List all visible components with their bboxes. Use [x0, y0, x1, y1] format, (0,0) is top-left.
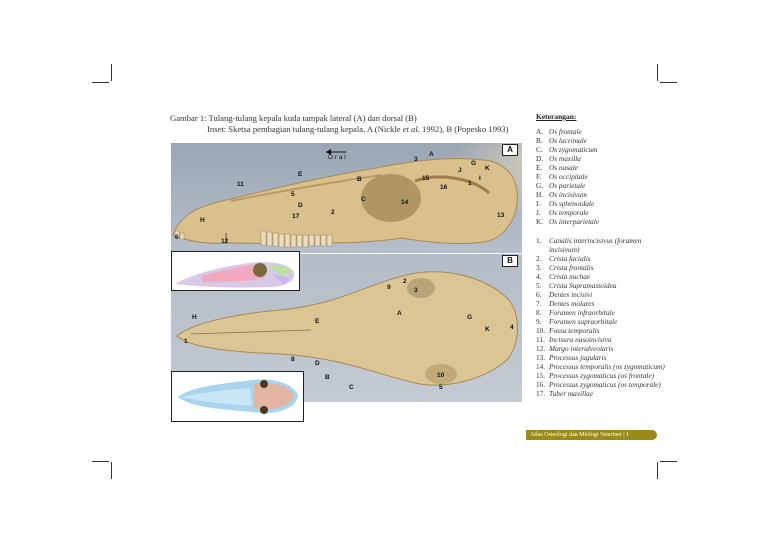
legend-term: Os occipitale: [549, 172, 588, 181]
legend-term: Crista Supramastoidea: [549, 281, 617, 290]
caption-line-2-emphasis: et al.: [402, 124, 420, 134]
inset-lateral-sketch: [171, 251, 300, 291]
marker-a-6: 6: [175, 234, 179, 241]
caption-line-2-text: Inset: Sketsa pembagian tulang-tulang kepala. A (Nickle: [207, 124, 403, 134]
marker-a-14: 14: [401, 199, 409, 206]
legend-item: [536, 154, 666, 163]
marker-b-E: E: [315, 318, 320, 325]
legend-item: [536, 389, 666, 398]
legend-term: Dentes molares: [549, 299, 595, 308]
marker-a-13: 13: [497, 212, 505, 219]
legend-item: [536, 254, 666, 263]
skull-lateral-drawing: [171, 143, 522, 253]
marker-a-2: 2: [331, 209, 335, 216]
legend-item: [536, 308, 666, 317]
legend-key: 1.: [536, 236, 542, 245]
marker-a-12: 12: [221, 238, 229, 245]
legend-term: Crista frontalis: [549, 263, 594, 272]
legend-letter-list: [536, 127, 666, 226]
legend-term: Foramen infraorbitale: [549, 308, 615, 317]
figure-b-badge: B: [502, 255, 518, 267]
legend-key: F.: [536, 172, 542, 181]
marker-b-B: B: [325, 374, 330, 381]
legend-term: Os frontale: [549, 127, 582, 136]
marker-a-K: K: [485, 165, 490, 172]
marker-b-2: 2: [403, 278, 407, 285]
crop-mark-bl-h: [92, 461, 109, 462]
legend-item: [536, 236, 666, 254]
legend-key: B.: [536, 136, 543, 145]
legend-item: [536, 263, 666, 272]
legend-key: 2.: [536, 254, 542, 263]
direction-label-oral: O r a l: [328, 154, 346, 161]
legend-key: J.: [536, 208, 541, 217]
legend-item: [536, 199, 666, 208]
marker-b-5: 5: [439, 384, 443, 391]
legend-term: Os maxilla: [549, 154, 581, 163]
legend-key: 8.: [536, 308, 542, 317]
crop-mark-tr-v: [657, 64, 658, 81]
legend-key: D.: [536, 154, 544, 163]
legend-item: [536, 172, 666, 181]
legend-item: [536, 344, 666, 353]
legend-key: K.: [536, 217, 544, 226]
legend-key: I.: [536, 199, 541, 208]
legend-term: Foramen supraorbitale: [549, 317, 618, 326]
legend-term: Processus jugularis: [549, 353, 607, 362]
legend-term: Dentes incisivi: [549, 290, 593, 299]
marker-b-3: 3: [414, 287, 418, 294]
legend-key: 11.: [536, 335, 545, 344]
inset-dorsal-sketch: [171, 371, 304, 422]
marker-a-E: E: [298, 171, 303, 178]
crop-mark-br-h: [660, 461, 677, 462]
legend-term: Crista facialis: [549, 254, 591, 263]
legend-key: 10.: [536, 326, 546, 335]
legend-term: Tuber maxillae: [549, 389, 593, 398]
page-number: 1: [626, 432, 630, 438]
legend-term: Os incisivum: [549, 190, 587, 199]
crop-mark-bl-v: [111, 462, 112, 479]
marker-a-1: 1: [468, 180, 472, 187]
legend-key: 5.: [536, 281, 542, 290]
legend-key: 14.: [536, 362, 546, 371]
legend-item: [536, 145, 666, 154]
marker-a-C: C: [361, 196, 366, 203]
legend-spacer: [536, 226, 666, 236]
legend-key: 17.: [536, 389, 546, 398]
legend-term: Os lacrimale: [549, 136, 587, 145]
legend-number-list: [536, 236, 666, 398]
legend-key: E.: [536, 163, 543, 172]
legend-item: [536, 208, 666, 217]
legend-term: Processus zygomaticus (os temporale): [549, 380, 661, 389]
legend-item: [536, 362, 666, 371]
legend-key: 9.: [536, 317, 542, 326]
legend-heading: Keterangan:: [536, 112, 577, 121]
legend-key: 13.: [536, 353, 546, 362]
legend-key: 12.: [536, 344, 546, 353]
marker-a-D: D: [298, 202, 303, 209]
skull-lateral-photo: [171, 143, 522, 253]
marker-a-A: A: [429, 151, 434, 158]
legend-key: H.: [536, 190, 544, 199]
legend-term: Os temporale: [549, 208, 589, 217]
marker-b-1: 1: [184, 338, 188, 345]
legend-item: [536, 163, 666, 172]
legend-item: [536, 290, 666, 299]
marker-b-10: 10: [437, 372, 445, 379]
legend-key: G.: [536, 181, 544, 190]
marker-a-16: 16: [440, 184, 448, 191]
marker-a-B: B: [357, 176, 362, 183]
legend-item: [536, 380, 666, 389]
caption-line-2-ref: 1992), B (Popesko 1993): [419, 124, 509, 134]
legend-item: [536, 335, 666, 344]
figure-a-badge: A: [502, 144, 518, 156]
legend-item: [536, 281, 666, 290]
marker-a-I: I: [479, 175, 481, 182]
crop-mark-br-v: [657, 462, 658, 479]
caption-line-2: [170, 124, 530, 135]
marker-a-11: 11: [237, 181, 244, 188]
marker-b-D: D: [315, 360, 320, 367]
legend-term: Os parietale: [549, 181, 586, 190]
legend-term: Crista nuchae: [549, 272, 591, 281]
legend-term: Fossa temporalis: [549, 326, 600, 335]
marker-a-15: 15: [422, 175, 430, 182]
legend-item: [536, 272, 666, 281]
legend-item: [536, 353, 666, 362]
marker-b-4: 4: [510, 324, 514, 331]
legend-key: 16.: [536, 380, 546, 389]
legend-item: [536, 371, 666, 380]
marker-a-G: G: [471, 160, 477, 167]
legend-term: Os interparietale: [549, 217, 600, 226]
crop-mark-tl-v: [111, 64, 112, 81]
marker-a-17: 17: [292, 213, 300, 220]
marker-b-H: H: [192, 314, 197, 321]
marker-b-9: 9: [387, 284, 391, 291]
marker-b-8: 8: [291, 356, 295, 363]
legend-key: 7.: [536, 299, 542, 308]
marker-b-K: K: [485, 326, 490, 333]
legend-item: [536, 136, 666, 145]
caption-line-1: Gambar 1: Tulang-tulang kepala kuda tampak lateral (A) dan dorsal (B): [170, 113, 417, 123]
footer-book-title: Atlas Osteologi dan Miologi Veteriner: [530, 432, 622, 438]
legend-panel: [536, 112, 666, 398]
legend-term: Os nasale: [549, 163, 578, 172]
page-footer-band: [526, 430, 657, 440]
legend-term: Processus temporalis (os zygomaticum): [549, 362, 665, 371]
legend-key: 6.: [536, 290, 542, 299]
footer-separator: |: [623, 432, 625, 438]
legend-item: [536, 326, 666, 335]
crop-mark-tl-h: [92, 82, 109, 83]
legend-term: Margo interalveolaris: [549, 344, 614, 353]
marker-a-J: J: [458, 167, 462, 174]
legend-term: Os zygomaticum: [549, 145, 598, 154]
legend-term: Incisura nasoincisiva: [549, 335, 612, 344]
legend-item: [536, 181, 666, 190]
legend-item: [536, 317, 666, 326]
figure-caption: [170, 113, 530, 135]
marker-a-H: H: [200, 217, 205, 224]
legend-item: [536, 190, 666, 199]
marker-b-C: C: [349, 384, 354, 391]
legend-key: 15.: [536, 371, 546, 380]
inset-dorsal-drawing: [172, 372, 303, 421]
legend-key: A.: [536, 127, 544, 136]
crop-mark-tr-h: [660, 82, 677, 83]
marker-a-5: 5: [291, 191, 295, 198]
legend-item: [536, 299, 666, 308]
legend-key: 3.: [536, 263, 542, 272]
legend-item: [536, 217, 666, 226]
legend-term: Processus zygomaticus (os frontale): [549, 371, 655, 380]
inset-lateral-drawing: [172, 252, 299, 290]
legend-key: C.: [536, 145, 543, 154]
legend-item: [536, 127, 666, 136]
marker-a-3: 3: [414, 156, 418, 163]
marker-b-A: A: [397, 310, 402, 317]
marker-b-G: G: [467, 314, 473, 321]
legend-key: 4.: [536, 272, 542, 281]
legend-term: Canalis interincisivus (foramen incisivum): [549, 236, 642, 254]
legend-term: Os sphenoidale: [549, 199, 595, 208]
